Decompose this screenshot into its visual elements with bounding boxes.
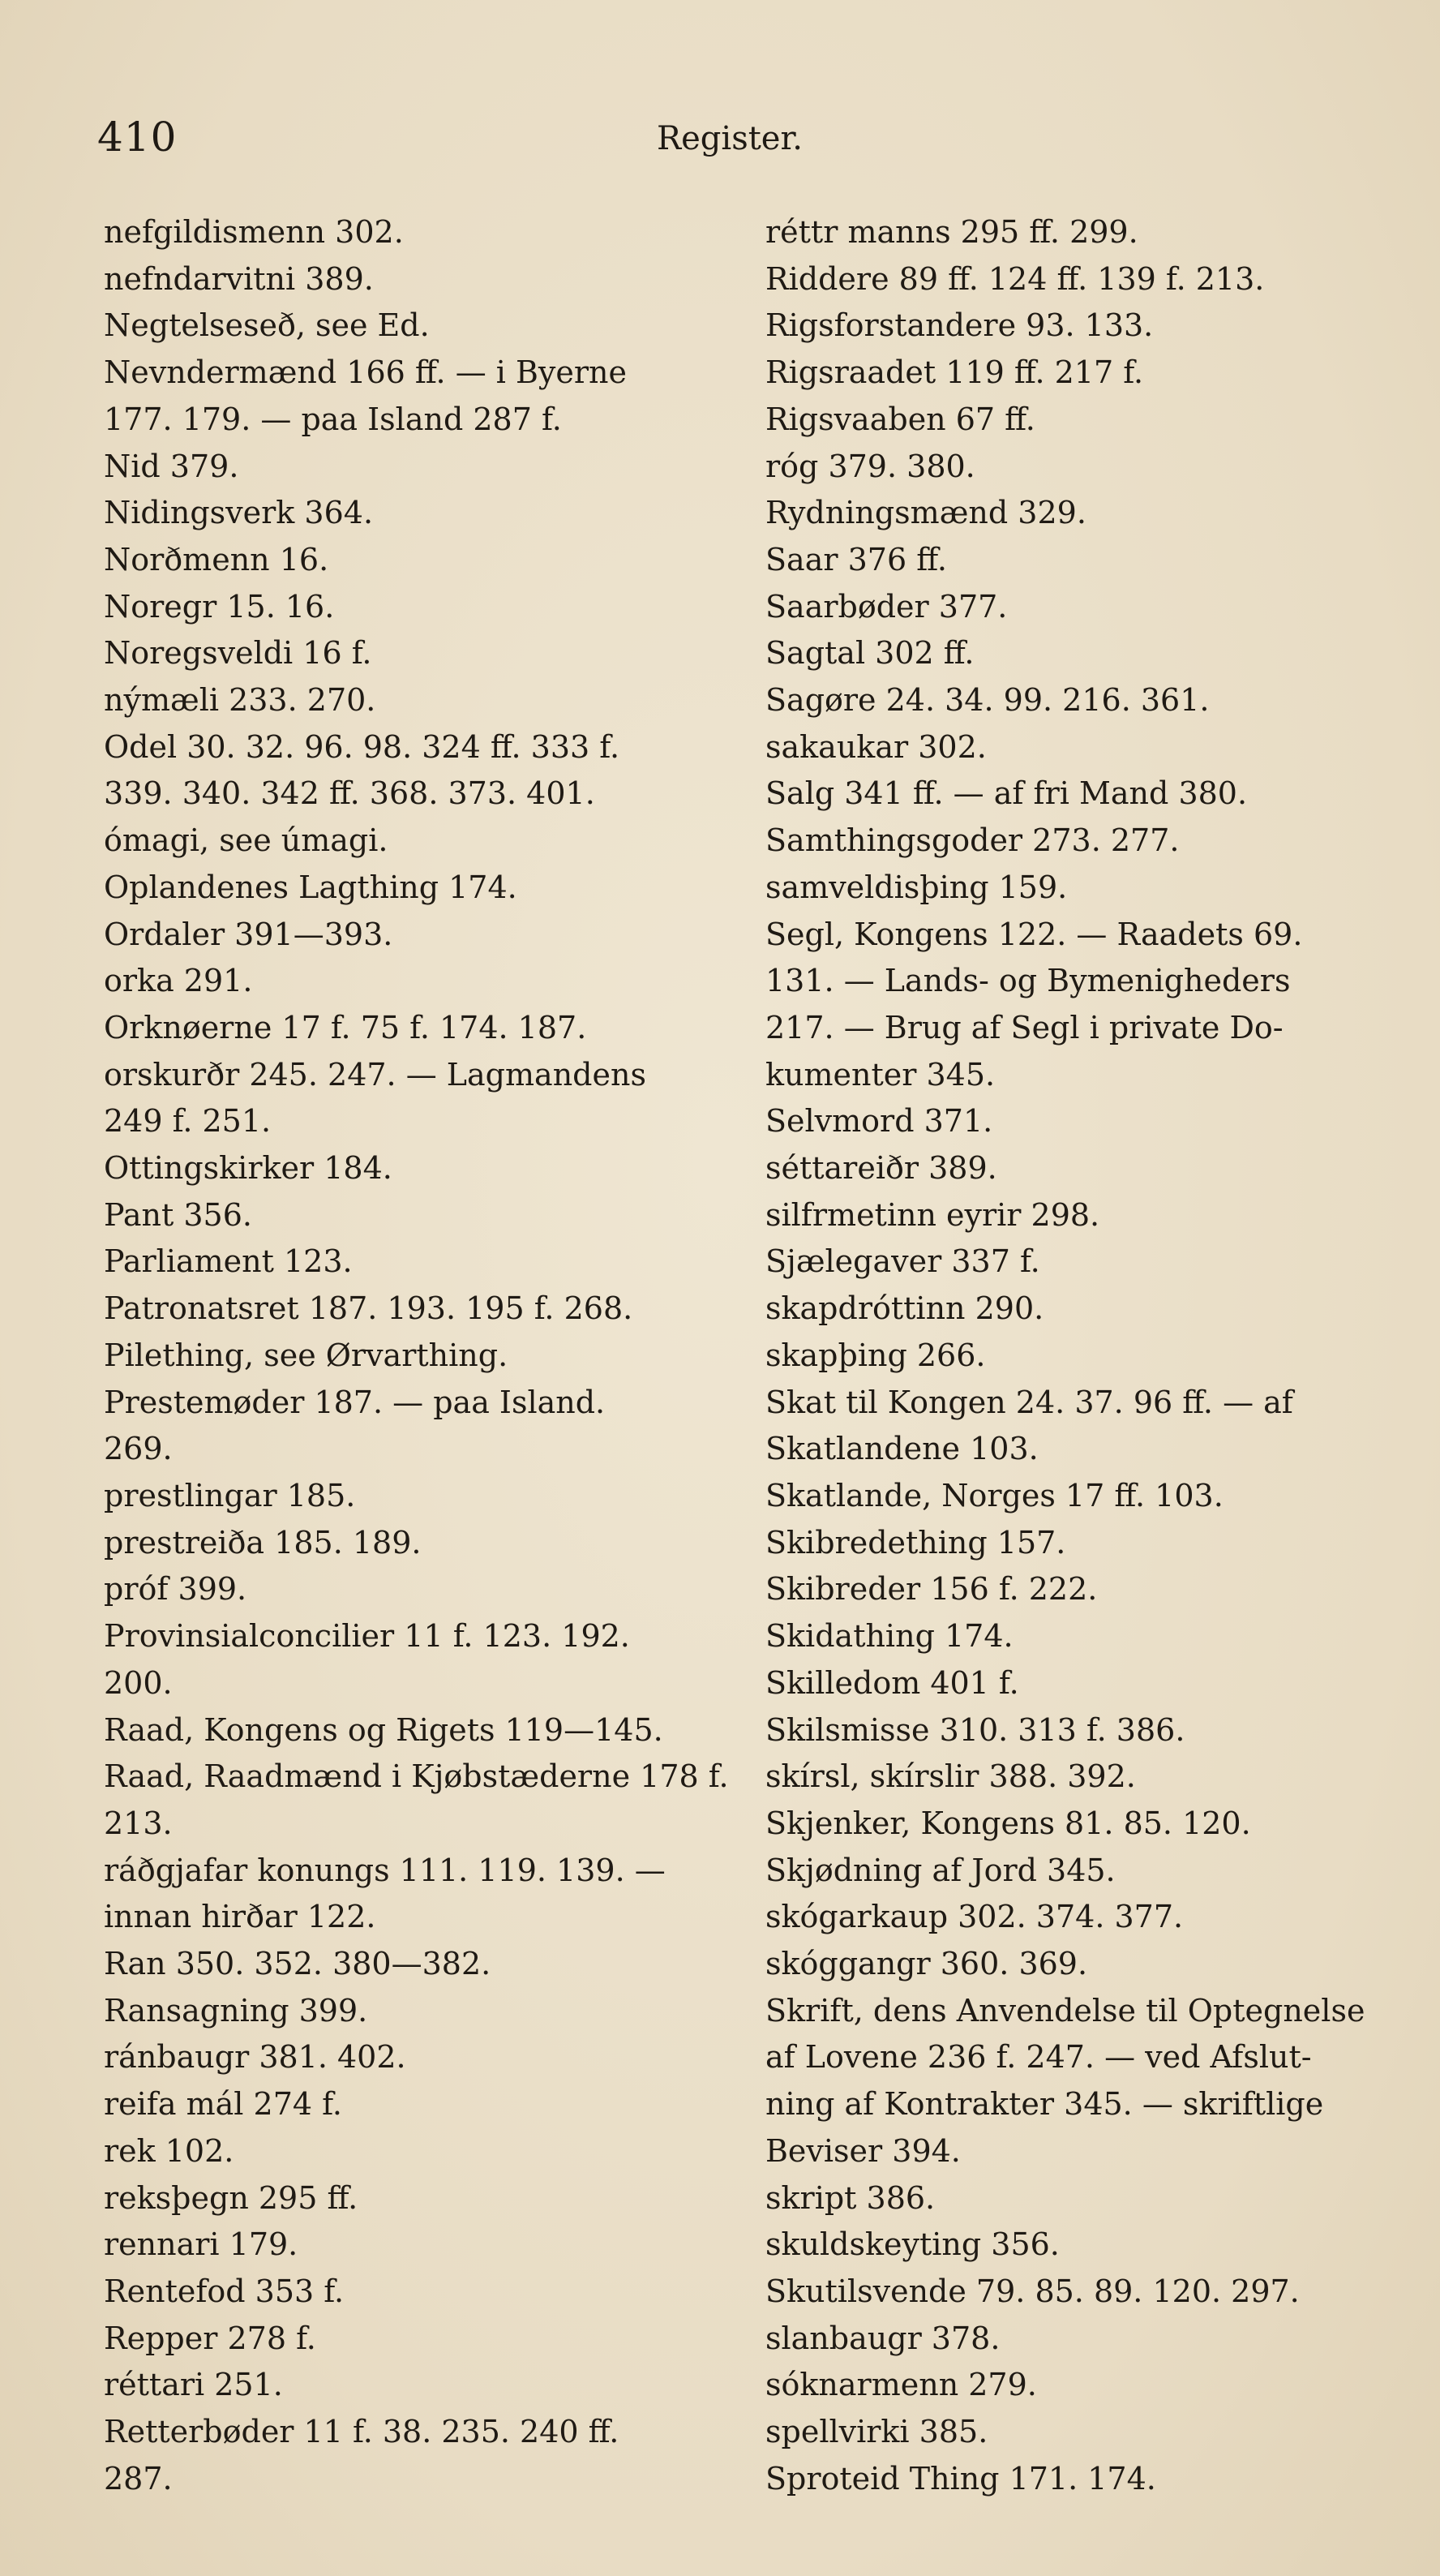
index-entry (104, 1520, 736, 1567)
index-entry (104, 350, 736, 443)
index-entry-line: Skilledom 401 f. (765, 1664, 1019, 1701)
index-entry (765, 444, 1414, 491)
index-entry-line: Skat til Kongen 24. 37. 96 ff. — af (765, 1384, 1293, 1420)
index-entry-line: samveldisþing 159. (765, 869, 1068, 905)
index-entry-line: Rydningsmænd 329. (765, 495, 1086, 531)
index-entry (104, 537, 736, 584)
index-entry (104, 584, 736, 631)
index-entry (104, 2269, 736, 2316)
index-column-left (104, 209, 736, 2502)
index-entry-line: Skrift, dens Anvendelse til Optegnelse (765, 1992, 1365, 2029)
index-entry (765, 256, 1414, 303)
index-entry (765, 1988, 1414, 2175)
index-entry (104, 630, 736, 677)
index-entry (104, 1707, 736, 1754)
index-entry-line: Raad, Kongens og Rigets 119—145. (104, 1711, 663, 1748)
index-entry (104, 1754, 736, 1847)
index-entry-line: Ottingskirker 184. (104, 1150, 392, 1187)
index-entry-line: Skibredething 157. (765, 1524, 1066, 1561)
index-entry-line: skírsl, skírslir 388. 392. (765, 1758, 1136, 1795)
index-entry-line: 287. (104, 2460, 173, 2497)
index-entry (765, 2362, 1414, 2409)
index-entry (104, 912, 736, 959)
index-entry-line: spellvirki 385. (765, 2414, 988, 2450)
index-entry-line: Noregr 15. 16. (104, 588, 335, 625)
index-entry-line: Skilsmisse 310. 313 f. 386. (765, 1711, 1185, 1748)
index-entry (104, 256, 736, 303)
index-entry (104, 2222, 736, 2269)
index-entry-line: Nidingsverk 364. (104, 495, 374, 531)
index-entry (765, 2222, 1414, 2269)
index-entry-line: Salg 341 ff. — af fri Mand 380. (765, 775, 1248, 812)
index-entry (104, 1052, 736, 1145)
index-entry-line: 339. 340. 342 ff. 368. 373. 401. (104, 775, 595, 812)
index-entry-line: ráðgjafar konungs 111. 119. 139. — (104, 1852, 666, 1888)
page-header (97, 114, 1362, 170)
index-entry-line: Patronatsret 187. 193. 195 f. 268. (104, 1290, 633, 1327)
index-entry-line: ning af Kontrakter 345. — skriftlige (765, 2086, 1324, 2123)
index-entry (104, 303, 736, 350)
index-entry-line: Saar 376 ff. (765, 541, 947, 577)
index-entry (765, 912, 1414, 1099)
index-entry-line: Pant 356. (104, 1196, 252, 1233)
index-entry-line: nefndarvitni 389. (104, 260, 374, 297)
index-entry-line: orskurðr 245. 247. — Lagmandens (104, 1056, 646, 1093)
index-entry-line: Skatlandene 103. (765, 1431, 1039, 1467)
index-entry-line: Ran 350. 352. 380—382. (104, 1946, 491, 1982)
index-entry-line: skuldskeyting 356. (765, 2226, 1060, 2263)
page-number: 410 (97, 114, 178, 161)
index-entry (765, 1520, 1414, 1567)
index-entry (765, 1941, 1414, 1988)
index-entry (765, 209, 1414, 256)
index-entry (765, 350, 1414, 397)
index-entry-line: Rigsraadet 119 ff. 217 f. (765, 354, 1144, 391)
index-entry (765, 1801, 1414, 1848)
index-entry-line: Rigsforstandere 93. 133. (765, 307, 1154, 344)
index-entry-line: ránbaugr 381. 402. (104, 2039, 406, 2076)
index-entry (104, 1473, 736, 1520)
running-head: Register. (657, 120, 803, 157)
index-entry-line: Skjenker, Kongens 81. 85. 120. (765, 1805, 1251, 1841)
index-entry (104, 490, 736, 537)
index-entry (765, 630, 1414, 677)
index-entry (765, 2175, 1414, 2222)
index-entry (765, 1239, 1414, 1286)
index-entry (765, 1848, 1414, 1895)
index-entry (104, 209, 736, 256)
index-entry-line: Sagtal 302 ff. (765, 635, 975, 672)
index-entry-line: skóggangr 360. 369. (765, 1946, 1088, 1982)
index-entry-line: Samthingsgoder 273. 277. (765, 822, 1180, 859)
index-entry (765, 1192, 1414, 1239)
index-entry (765, 2409, 1414, 2456)
index-entry (765, 1707, 1414, 1754)
index-entry (104, 1848, 736, 1941)
index-entry-line: 177. 179. — paa Island 287 f. (104, 401, 562, 437)
index-entry (104, 2362, 736, 2409)
index-entry (765, 1660, 1414, 1707)
index-entry-line: skógarkaup 302. 374. 377. (765, 1899, 1184, 1935)
index-entry (765, 1566, 1414, 1613)
index-entry-line: próf 399. (104, 1571, 247, 1608)
index-entry-line: slanbaugr 378. (765, 2320, 1001, 2356)
index-entry-line: orka 291. (104, 963, 253, 999)
index-entry-line: Provinsialconcilier 11 f. 123. 192. (104, 1618, 630, 1655)
index-entry-line: Noregsveldi 16 f. (104, 635, 372, 672)
index-entry-line: Oplandenes Lagthing 174. (104, 869, 517, 905)
index-entry-line: innan hirðar 122. (104, 1899, 376, 1935)
index-entry-line: Skidathing 174. (765, 1618, 1014, 1655)
index-entry-line: réttr manns 295 ff. 299. (765, 214, 1138, 250)
index-entry (765, 1380, 1414, 1473)
index-entry-line: reksþegn 295 ff. (104, 2179, 358, 2216)
index-entry (765, 1333, 1414, 1380)
index-entry-line: Selvmord 371. (765, 1103, 993, 1140)
index-entry-line: réttari 251. (104, 2367, 283, 2403)
index-entry (765, 1145, 1414, 1192)
index-entry-line: 131. — Lands- og Bymenigheders (765, 963, 1291, 999)
index-entry (765, 2456, 1414, 2503)
index-entry (104, 1988, 736, 2035)
index-entry-line: Pilething, see Ørvarthing. (104, 1337, 508, 1373)
index-entry (765, 1613, 1414, 1660)
index-entry (104, 1286, 736, 1333)
index-entry (104, 1333, 736, 1380)
index-entry-line: 249 f. 251. (104, 1103, 272, 1140)
index-entry-line: nefgildismenn 302. (104, 214, 404, 250)
index-entry-line: Raad, Raadmænd i Kjøbstæderne 178 f. (104, 1758, 729, 1795)
index-entry-line: Saarbøder 377. (765, 588, 1008, 625)
index-entry (104, 1005, 736, 1052)
index-entry-line: róg 379. 380. (765, 448, 975, 484)
index-entry (104, 2034, 736, 2081)
index-entry-line: Skatlande, Norges 17 ff. 103. (765, 1477, 1224, 1513)
index-entry-line: Repper 278 f. (104, 2320, 316, 2356)
index-entry-line: kumenter 345. (765, 1056, 996, 1093)
index-entry-line: 213. (104, 1805, 173, 1841)
index-entry-line: 200. (104, 1664, 173, 1701)
index-entry-line: nýmæli 233. 270. (104, 682, 376, 719)
index-entry (104, 2128, 736, 2175)
index-entry (765, 1098, 1414, 1145)
index-entry-line: Parliament 123. (104, 1243, 353, 1280)
index-entry-line: Norðmenn 16. (104, 541, 329, 577)
index-entry-line: ómagi, see úmagi. (104, 822, 388, 859)
index-entry-line: rennari 179. (104, 2226, 298, 2263)
index-entry-line: Sjælegaver 337 f. (765, 1243, 1040, 1280)
index-entry-line: Sagøre 24. 34. 99. 216. 361. (765, 682, 1210, 719)
index-entry (765, 397, 1414, 444)
index-entry-line: Negtelseseð, see Ed. (104, 307, 430, 344)
index-entry (104, 865, 736, 912)
index-entry (104, 1145, 736, 1192)
index-entry (104, 958, 736, 1005)
index-entry (765, 1754, 1414, 1801)
index-entry-line: reifa mál 274 f. (104, 2086, 342, 2123)
index-entry-line: skapþing 266. (765, 1337, 986, 1373)
index-entry-line: Skibreder 156 f. 222. (765, 1571, 1098, 1608)
index-entry (765, 865, 1414, 912)
index-entry (104, 1239, 736, 1286)
index-entry (765, 490, 1414, 537)
index-entry (765, 537, 1414, 584)
index-entry (765, 724, 1414, 771)
index-entry (765, 2316, 1414, 2363)
index-entry-line: Sproteid Thing 171. 174. (765, 2460, 1156, 2497)
index-entry (104, 2081, 736, 2128)
index-entry (765, 771, 1414, 818)
index-entry-line: Ordaler 391—393. (104, 916, 393, 952)
index-entry (104, 818, 736, 865)
index-entry (765, 1473, 1414, 1520)
index-entry (765, 2269, 1414, 2316)
index-entry (104, 1566, 736, 1613)
index-entry-line: prestreiða 185. 189. (104, 1524, 422, 1561)
index-entry-line: Rentefod 353 f. (104, 2273, 345, 2309)
index-entry (765, 677, 1414, 724)
index-entry-line: Beviser 394. (765, 2132, 961, 2169)
index-entry-line: séttareiðr 389. (765, 1150, 997, 1187)
index-entry-line: Ransagning 399. (104, 1992, 368, 2029)
index-entry-line: Nevndermænd 166 ff. — i Byerne (104, 354, 628, 391)
index-entry-line: af Lovene 236 f. 247. — ved Afslut- (765, 2039, 1312, 2076)
index-entry-line: Riddere 89 ff. 124 ff. 139 f. 213. (765, 260, 1265, 297)
index-entry (104, 2316, 736, 2363)
index-entry (104, 2175, 736, 2222)
index-entry (765, 303, 1414, 350)
index-entry-line: skript 386. (765, 2179, 936, 2216)
index-entry (104, 1192, 736, 1239)
index-entry (104, 677, 736, 724)
index-entry-line: sóknarmenn 279. (765, 2367, 1037, 2403)
index-entry-line: Nid 379. (104, 448, 239, 484)
index-entry (104, 1941, 736, 1988)
index-entry (104, 724, 736, 818)
index-entry (765, 818, 1414, 865)
index-entry-line: rek 102. (104, 2132, 234, 2169)
index-entry-line: Odel 30. 32. 96. 98. 324 ff. 333 f. (104, 728, 620, 765)
index-entry-line: Orknøerne 17 f. 75 f. 174. 187. (104, 1009, 587, 1045)
index-entry (104, 2409, 736, 2502)
index-entry (104, 1613, 736, 1707)
index-entry-line: skapdróttinn 290. (765, 1290, 1044, 1327)
index-entry (765, 1286, 1414, 1333)
index-column-right (765, 209, 1414, 2502)
index-entry-line: Skutilsvende 79. 85. 89. 120. 297. (765, 2273, 1300, 2309)
index-entry (765, 1894, 1414, 1941)
index-entry-line: Segl, Kongens 122. — Raadets 69. (765, 916, 1303, 952)
index-entry (104, 444, 736, 491)
index-entry-line: silfrmetinn eyrir 298. (765, 1196, 1100, 1233)
index-entry (104, 1380, 736, 1473)
index-entry (765, 584, 1414, 631)
index-entry-line: Skjødning af Jord 345. (765, 1852, 1116, 1888)
index-entry-line: 269. (104, 1431, 173, 1467)
index-entry-line: Rigsvaaben 67 ff. (765, 401, 1035, 437)
index-entry-line: prestlingar 185. (104, 1477, 356, 1513)
index-entry-line: 217. — Brug af Segl i private Do- (765, 1009, 1284, 1045)
index-entry-line: Retterbøder 11 f. 38. 235. 240 ff. (104, 2414, 619, 2450)
index-entry-line: sakaukar 302. (765, 728, 987, 765)
index-entry-line: Prestemøder 187. — paa Island. (104, 1384, 606, 1420)
